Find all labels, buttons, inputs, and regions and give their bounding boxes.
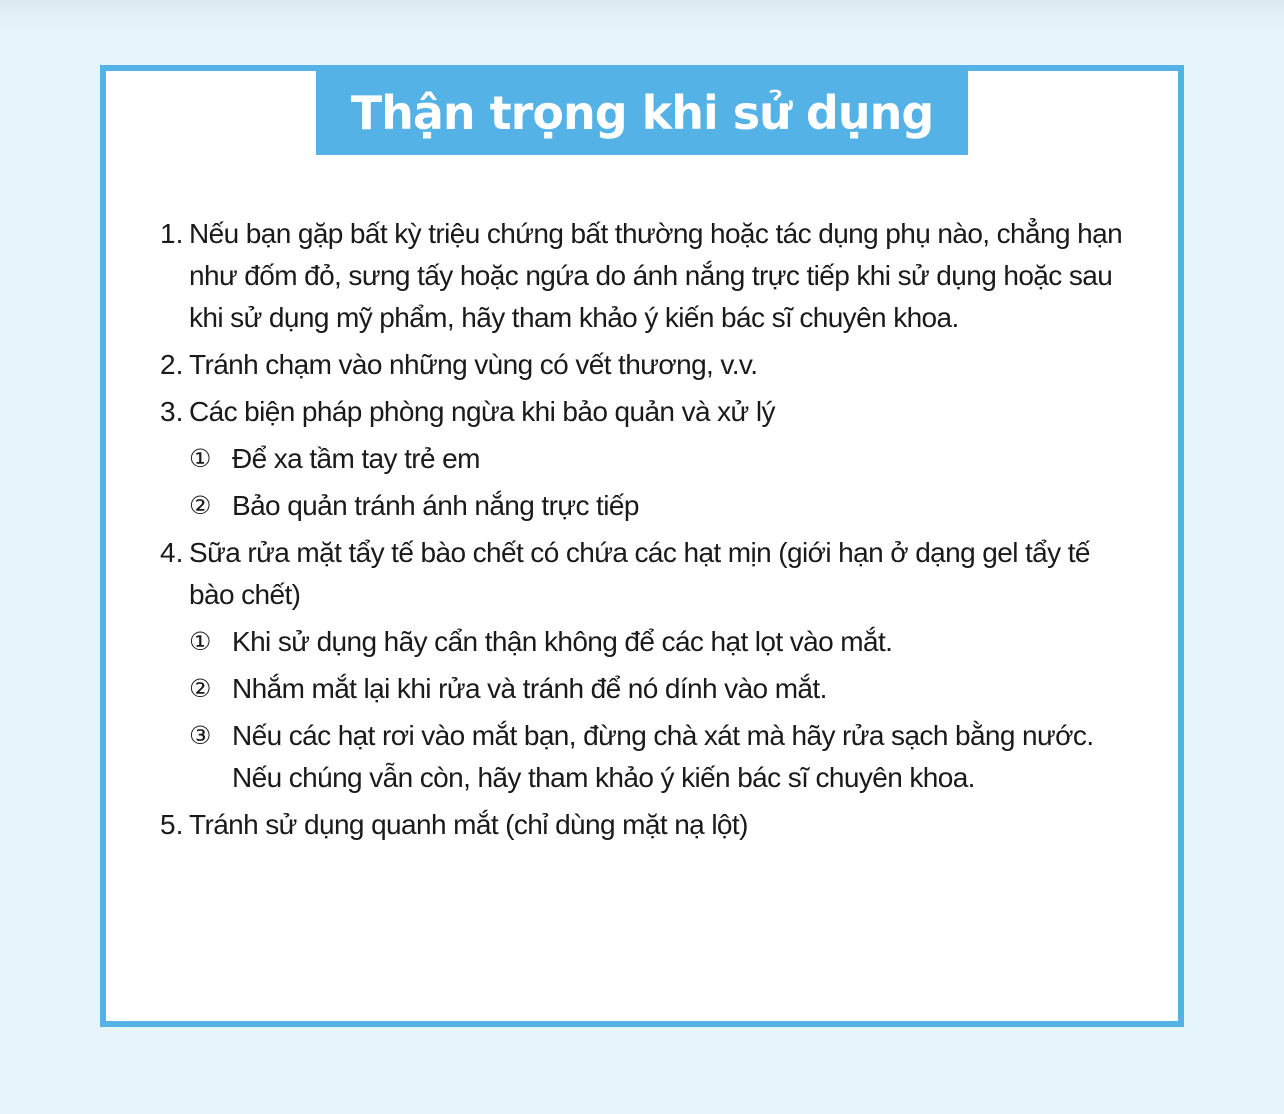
sub-item-text: Nhắm mắt lại khi rửa và tránh để nó dính vào mắt.	[232, 673, 827, 704]
card-title: Thận trọng khi sử dụng	[316, 71, 968, 155]
list-item	[160, 391, 1140, 433]
list-item	[160, 804, 1140, 846]
sub-item-text: Khi sử dụng hãy cẩn thận không để các hạt lọt vào mắt.	[232, 626, 893, 657]
item-text: Các biện pháp phòng ngừa khi bảo quản và xử lý	[189, 396, 775, 427]
item-number: 5.	[160, 809, 184, 840]
page-top-shadow	[0, 0, 1284, 30]
sub-item-text: Để xa tầm tay trẻ em	[232, 443, 480, 474]
sub-item-text: Nếu các hạt rơi vào mắt bạn, đừng chà xát mà hãy rửa sạch bằng nước. Nếu chúng vẫn còn, hãy tham khảo ý kiến bác sĩ chuyên khoa.	[232, 720, 1094, 793]
item-number: 4.	[160, 537, 184, 568]
list-item	[160, 532, 1140, 616]
item-text: Tránh chạm vào những vùng có vết thương, v.v.	[189, 349, 758, 380]
sub-item-marker: ①	[189, 444, 212, 473]
sub-item	[160, 438, 1140, 480]
item-text: Sữa rửa mặt tẩy tế bào chết có chứa các hạt mịn (giới hạn ở dạng gel tẩy tế bào chết)	[189, 537, 1090, 610]
sub-item	[160, 668, 1140, 710]
item-number: 1.	[160, 218, 184, 249]
sub-item-marker: ②	[189, 491, 212, 520]
sub-item-text: Bảo quản tránh ánh nắng trực tiếp	[232, 490, 639, 521]
list-item	[160, 344, 1140, 386]
sub-item-marker: ①	[189, 627, 212, 656]
precautions-list	[160, 213, 1140, 851]
item-text: Tránh sử dụng quanh mắt (chỉ dùng mặt nạ lột)	[189, 809, 748, 840]
list-item	[160, 213, 1140, 339]
item-text: Nếu bạn gặp bất kỳ triệu chứng bất thường hoặc tác dụng phụ nào, chẳng hạn như đốm đỏ, sưng tấy hoặc ngứa do ánh nắng trực tiếp khi sử dụng hoặc sau khi sử dụng mỹ phẩm, hãy tham khảo ý kiến bác sĩ chuyên khoa.	[189, 218, 1123, 333]
sub-item-marker: ③	[189, 721, 212, 750]
sub-item	[160, 485, 1140, 527]
sub-item	[160, 621, 1140, 663]
precautions-card	[100, 65, 1184, 1027]
sub-item	[160, 715, 1140, 799]
item-number: 3.	[160, 396, 184, 427]
sub-item-marker: ②	[189, 674, 212, 703]
item-number: 2.	[160, 349, 184, 380]
